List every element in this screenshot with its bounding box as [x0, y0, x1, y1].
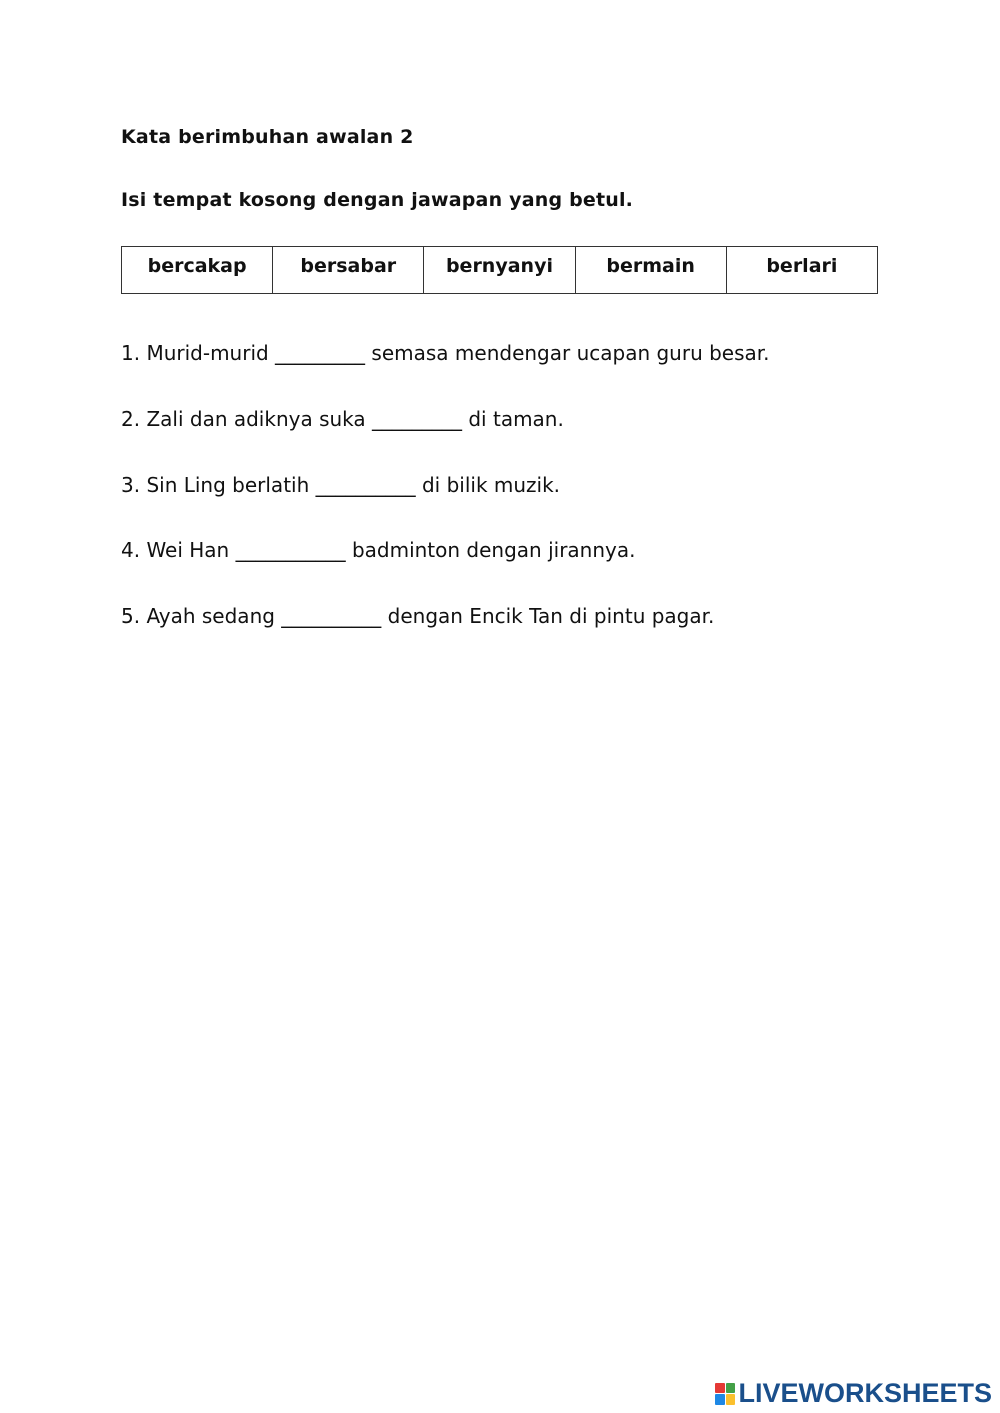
word-bank-item: berlari — [726, 247, 877, 294]
word-bank-table — [121, 246, 878, 294]
word-bank-item: bermain — [575, 247, 726, 294]
question-item: 5. Ayah sedang __________ dengan Encik Tan di pintu pagar. — [121, 604, 715, 628]
worksheet-instruction: Isi tempat kosong dengan jawapan yang betul. — [121, 189, 634, 211]
word-bank-row — [122, 247, 878, 294]
question-item: 4. Wei Han ___________ badminton dengan jirannya. — [121, 538, 636, 562]
logo-square-red — [715, 1383, 725, 1394]
logo-square-blue — [715, 1394, 725, 1405]
question-item: 3. Sin Ling berlatih __________ di bilik muzik. — [121, 473, 561, 497]
worksheet-title: Kata berimbuhan awalan 2 — [121, 126, 414, 148]
liveworksheets-logo-icon — [715, 1383, 735, 1405]
logo-square-yellow — [726, 1394, 736, 1405]
liveworksheets-brand — [715, 1378, 992, 1409]
brand-text: LIVEWORKSHEETS — [738, 1378, 992, 1408]
word-bank-item: bersabar — [273, 247, 424, 294]
word-bank-item: bercakap — [122, 247, 273, 294]
question-item: 2. Zali dan adiknya suka _________ di taman. — [121, 407, 564, 431]
word-bank-item: bernyanyi — [424, 247, 575, 294]
logo-square-green — [726, 1383, 736, 1394]
question-item: 1. Murid-murid _________ semasa mendengar ucapan guru besar. — [121, 341, 770, 365]
